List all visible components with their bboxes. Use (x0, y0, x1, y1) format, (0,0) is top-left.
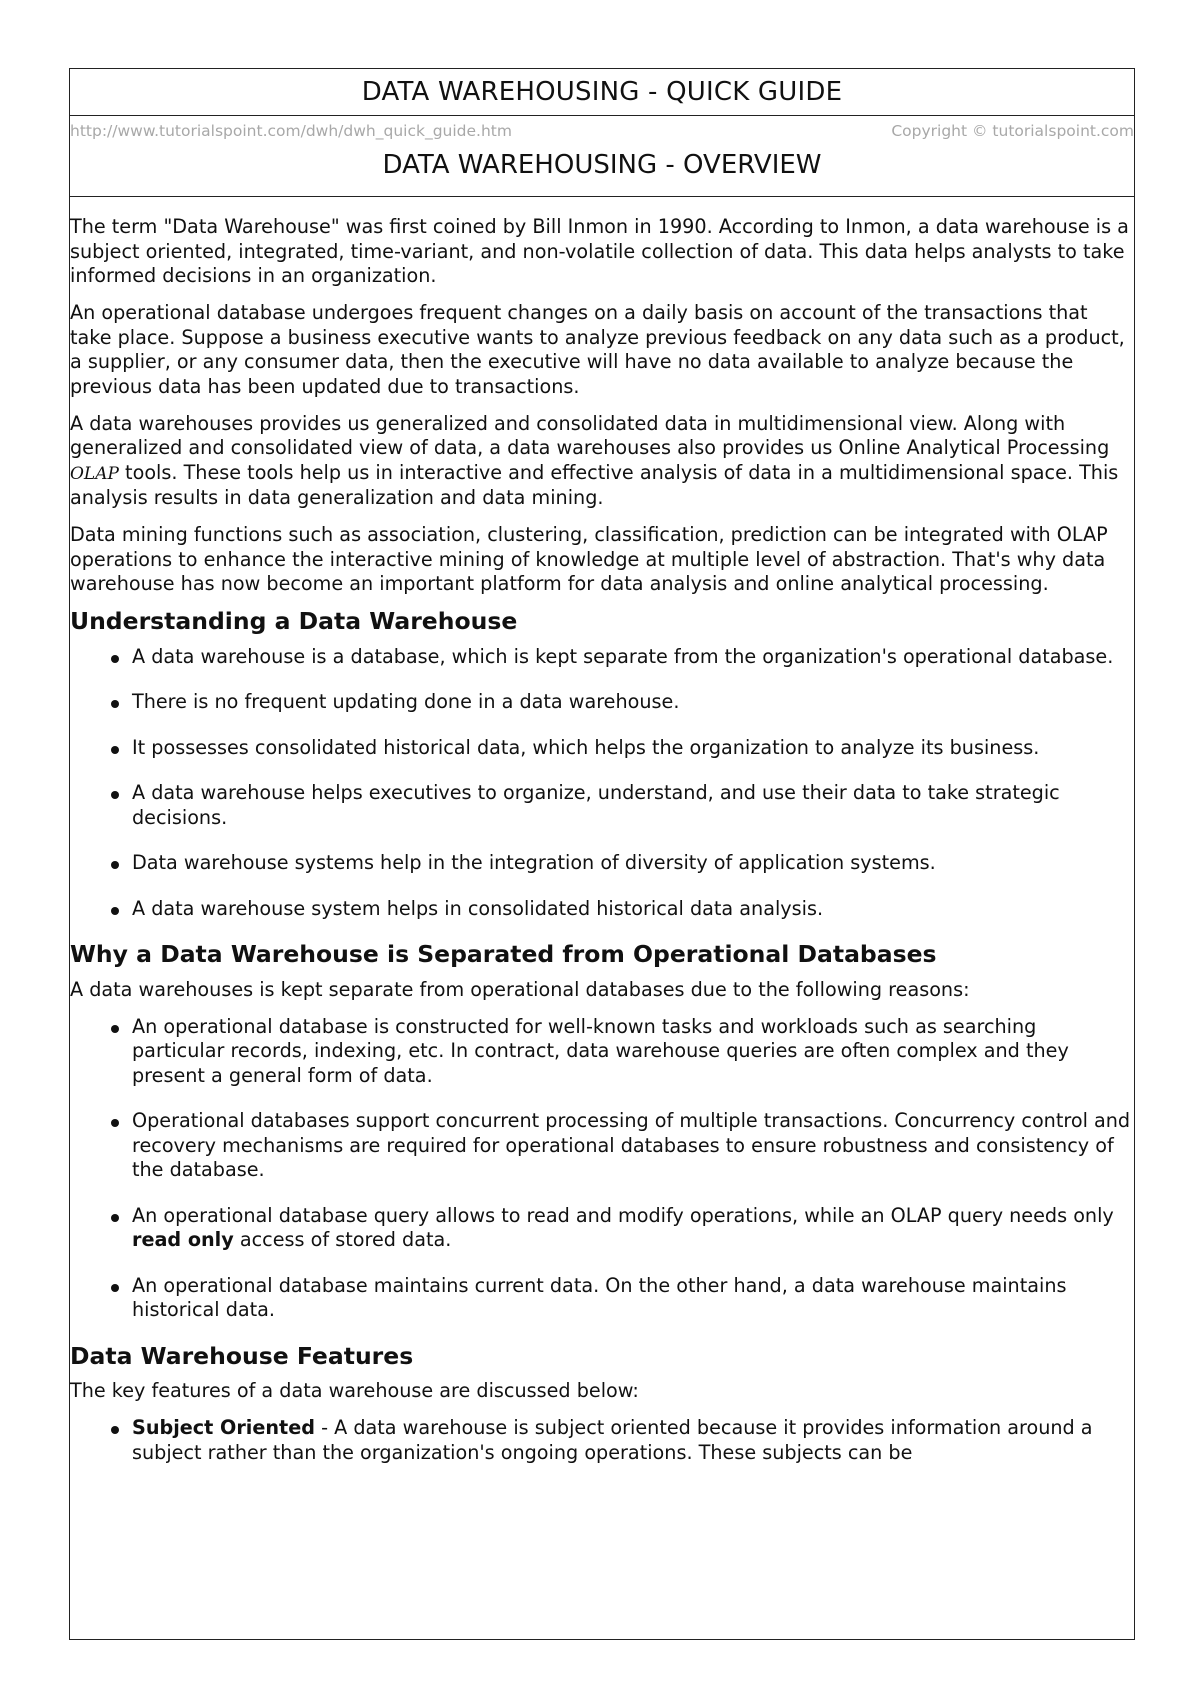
read-only-term: read only (132, 1228, 234, 1251)
separated-heading: Why a Data Warehouse is Separated from Operational Databases (70, 940, 937, 968)
features-heading: Data Warehouse Features (70, 1341, 414, 1370)
list-item: An operational database maintains current data. On the other hand, a data warehouse maintains historical data. (132, 1274, 1134, 1323)
list-item: Operational databases support concurrent processing of multiple transactions. Concurrency control and recovery mechanisms are required for operational databases to ensure robustness and consistency of the database. (132, 1109, 1134, 1183)
list-item: There is no frequent updating done in a data warehouse. (132, 690, 1134, 715)
section-title: DATA WAREHOUSING - OVERVIEW (382, 150, 822, 180)
separated-intro: A data warehouses is kept separate from operational databases due to the following reasons: (70, 977, 970, 1001)
item3-text-before: An operational database query allows to read and modify operations, while an OLAP query needs only (132, 1203, 1114, 1227)
p3-text-before: A data warehouses provides us generalized and consolidated data in multidimensional view. Along with generalized and consolidated view of data, a data warehouses also provides us Online Analytical Processing (70, 411, 1110, 459)
meta-row (70, 116, 1134, 146)
subject-oriented-term: Subject Oriented (132, 1416, 315, 1439)
item3-text-after: access of stored data. (233, 1228, 452, 1251)
list-item: A data warehouse helps executives to organize, understand, and use their data to take strategic decisions. (132, 781, 1134, 830)
understanding-list (70, 645, 1134, 922)
list-item (132, 1204, 1134, 1253)
source-url[interactable]: http://www.tutorialspoint.com/dwh/dwh_quick_guide.htm (70, 122, 512, 140)
title-band (70, 69, 1134, 116)
olap-term: OLAP (70, 463, 119, 484)
list-item: An operational database is constructed for well-known tasks and workloads such as searching particular records, indexing, etc. In contract, data warehouse queries are often complex and they present a general form of data. (132, 1015, 1134, 1089)
p3-text-after: tools. These tools help us in interactive and effective analysis of data in a multidimensional space. This analysis results in data generalization and data mining. (70, 460, 1119, 509)
intro-paragraph-2: An operational database undergoes frequent changes on a daily basis on account of the transactions that take place. Suppose a business executive wants to analyze previous feedback on any data such as a product, a supplier, or any consumer data, then the executive will have no data available to analyze because the previous data has been updated due to transactions. (70, 301, 1125, 398)
features-intro: The key features of a data warehouse are discussed below: (70, 1379, 639, 1402)
features-list (70, 1416, 1134, 1465)
intro-paragraph-3 (70, 412, 1134, 511)
copyright-notice: Copyright © tutorialspoint.com (891, 122, 1134, 140)
list-item (132, 1416, 1134, 1465)
document-title: DATA WAREHOUSING - QUICK GUIDE (361, 77, 843, 107)
intro-paragraph-4: Data mining functions such as association, clustering, classification, prediction can be integrated with OLAP operations to enhance the interactive mining of knowledge at multiple level of abstraction. That's why data warehouse has now become an important platform for data analysis and online analytical processing. (70, 523, 1108, 595)
article-body (70, 215, 1134, 1465)
intro-paragraph-1: The term "Data Warehouse" was first coined by Bill Inmon in 1990. According to Inmon, a data warehouse is a subject oriented, integrated, time-variant, and non-volatile collection of data. This data helps analysts to take informed decisions in an organization. (70, 215, 1129, 287)
document-frame (69, 68, 1135, 1640)
separated-list (70, 1015, 1134, 1323)
list-item: A data warehouse system helps in consolidated historical data analysis. (132, 897, 1134, 922)
section-title-band (70, 146, 1134, 197)
list-item: A data warehouse is a database, which is kept separate from the organization's operational database. (132, 645, 1134, 670)
subject-oriented-text: - A data warehouse is subject oriented because it provides information around a subject rather than the organization's ongoing operations. These subjects can be (132, 1416, 1093, 1464)
understanding-heading: Understanding a Data Warehouse (70, 607, 518, 635)
list-item: Data warehouse systems help in the integration of diversity of application systems. (132, 851, 1134, 876)
list-item: It possesses consolidated historical data, which helps the organization to analyze its business. (132, 736, 1134, 761)
